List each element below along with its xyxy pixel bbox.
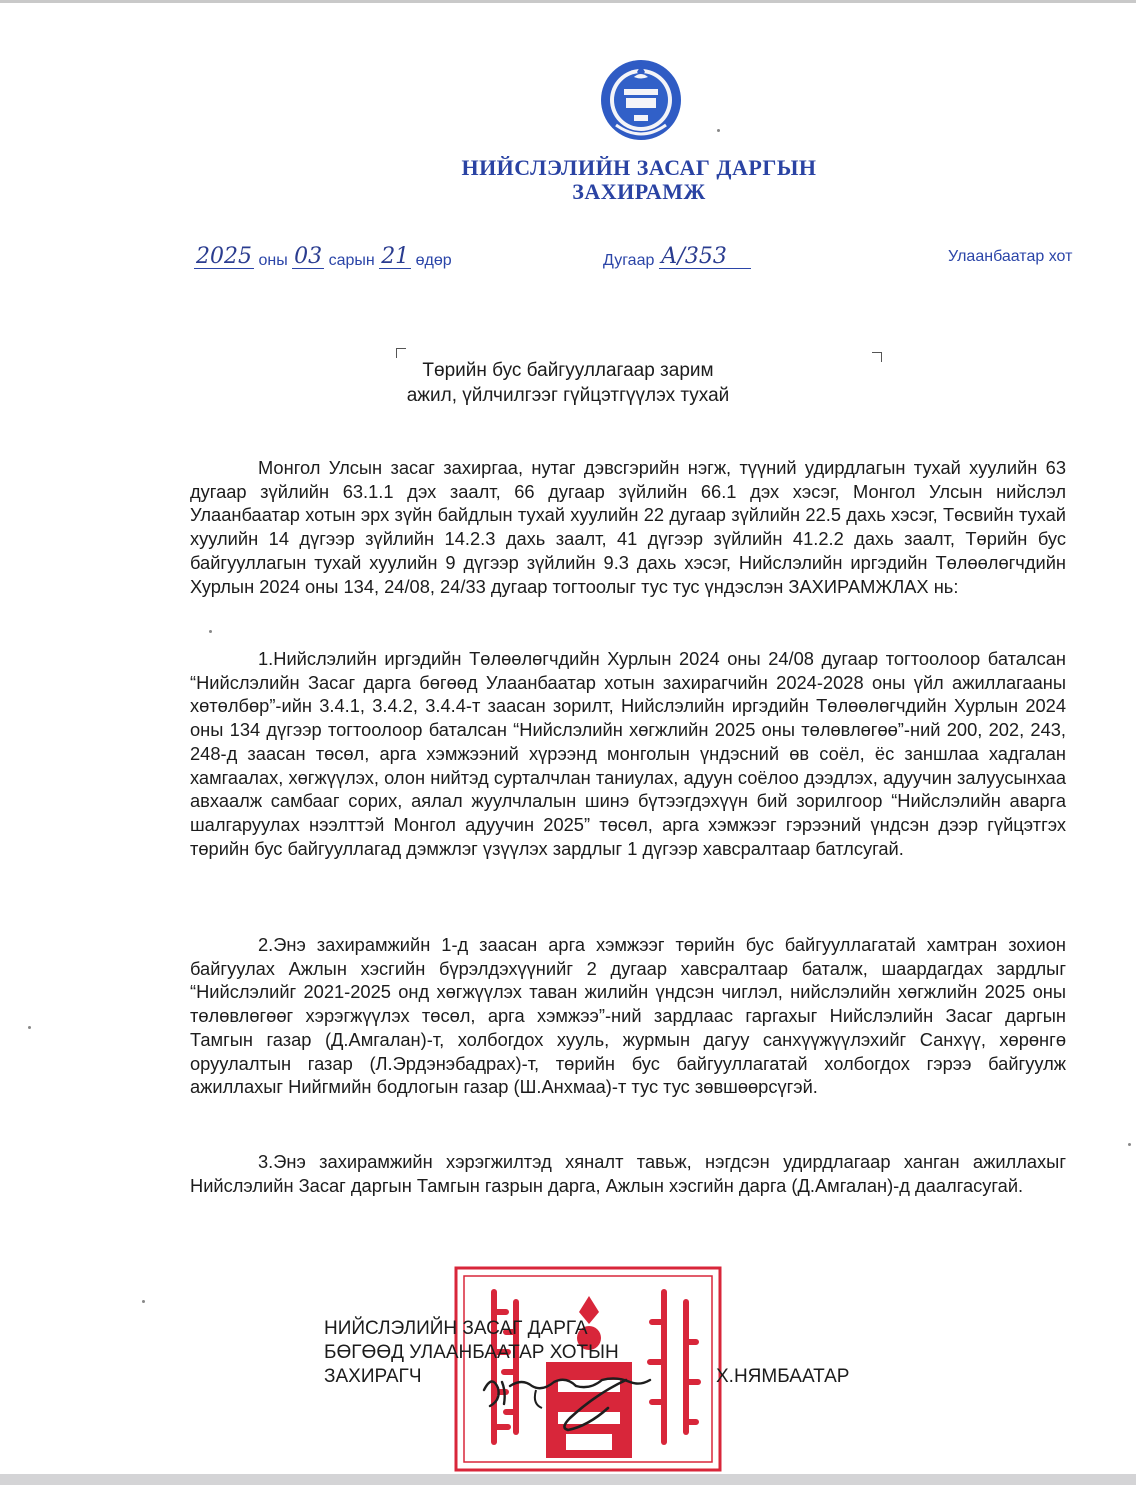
- subject-corner-right: [872, 352, 882, 362]
- number-label: Дугаар: [603, 252, 655, 269]
- document-type: ЗАХИРАМЖ: [572, 179, 706, 204]
- date-day-label: өдөр: [415, 252, 452, 269]
- city-label: Улаанбаатар хот: [948, 248, 1073, 265]
- scan-top-edge: [0, 0, 1136, 3]
- decision-item-3: 3.Энэ захирамжийн хэрэгжилтэд хяналт тавьж, нэгдсэн удирдлагаар ханган ажиллахыг Нийслэлийн Засаг даргын Тамгын газрын дарга, Ажлын хэсгийн дарга (Д.Амгалан)-д даалгасугай.: [190, 1151, 1066, 1196]
- scan-bottom-edge: [0, 1474, 1136, 1485]
- signatory-title-line-3: ЗАХИРАГЧ: [324, 1366, 422, 1387]
- scan-speck: [717, 129, 720, 132]
- document-number: А/353: [659, 246, 751, 269]
- subject-line-2: ажил, үйлчилгээг гүйцэтгүүлэх тухай: [406, 385, 730, 406]
- document-subject: [340, 358, 796, 408]
- scan-speck: [142, 1300, 145, 1303]
- document-header: [400, 156, 878, 204]
- date-month: 03: [294, 244, 323, 269]
- scan-speck: [28, 1026, 31, 1029]
- decision-item-1: 1.Нийслэлийн иргэдийн Төлөөлөгчдийн Хурлын 2024 оны 24/08 дугаар тогтоолоор баталсан “Нийслэлийн Засаг дарга бөгөөд Улаанбаатар хотын захирагчийн 2024-2028 оны үйл ажиллагааны хөтөлбөр”-ийн 3.4.1, 3.4.2, 3.4.4-т заасан зорилт, Нийслэлийн иргэдийн Төлөөлөгчдийн Хурлын 2024 оны 134 дүгээр тогтоолоор баталсан “Нийслэлийн хөгжлийн 2025 оны төлөвлөгөө”-ний 200, 202, 243, 248-д заасан төсөл, арга хэмжээний хүрээнд монголын үндэсний өв соёл, ёс заншлаа хадгалан хамгаалах, хөгжүүлэх, олон нийтэд сурталчлан таниулах, адуун соёлоо дээдлэх, адуучин залуусынхаа авхаалж самбааг сорих, аялал жуулчлалын шинэ бүтээгдэхүүн бий зорилгоор “Нийслэлийн аварга шалгаруулах нээлттэй Монгол адуучин 2025” төсөл, арга хэмжээг гэрээний үндсэн дээр гүйцэтгэх төрийн бус байгууллагад дэмжлэг үзүүлэх зардлыг 1 дүгээр хавсралтаар батлсугай.: [190, 648, 1066, 859]
- handwritten-signature: [476, 1356, 666, 1440]
- preamble-paragraph: Монгол Улсын засаг захиргаа, нутаг дэвсгэрийн нэгж, түүний удирдлагын тухай хуулийн 63 дугаар зүйлийн 63.1.1 дэх заалт, 66 дугаар зүйлийн 66.1 дэх хэсэг, Монгол Улсын нийслэл Улаанбаатар хотын эрх зүйн байдлын тухай хуулийн 22 дугаар зүйлийн 22.5 дахь хэсэг, Төсвийн тухай хуулийн 14 дүгээр зүйлийн 14.2.3 дахь заалт, 41 дүгээр зүйлийн 41.2.2 дахь заалт, Төрийн бус байгууллагын тухай хуулийн 9 дүгээр зүйлийн 9.3 дахь хэсэг, Нийслэлийн иргэдийн Төлөөлөгчдийн Хурлын 2024 оны 134, 24/08, 24/33 дугаар тогтоолыг тус тус үндэслэн ЗАХИРАМЖЛАХ нь:: [190, 457, 1066, 597]
- signatory-title-line-2: БӨГӨӨД УЛААНБААТАР ХОТЫН: [324, 1342, 619, 1363]
- signatory-title-line-1: НИЙСЛЭЛИЙН ЗАСАГ ДАРГА: [324, 1318, 588, 1339]
- date-month-label: сарын: [328, 252, 375, 269]
- scan-speck: [209, 630, 212, 633]
- decision-item-2: 2.Энэ захирамжийн 1-д заасан арга хэмжээг төрийн бус байгууллагатай хамтран зохион байгуулах Ажлын хэсгийн бүрэлдэхүүнийг 2 дугаар хавсралтаар баталж, шаардагдах зардлыг “Нийслэлийг 2021-2025 онд хөгжүүлэх таван жилийн үндсэн чиглэл, нийслэлийн хөгжлийн 2025 оны төлөвлөгөөг хэрэгжүүлэх төсөл, арга хэмжээ”-ний зардлаас гаргахыг Нийслэлийн Засаг даргын Тамгын газар (Д.Амгалан)-т, холбогдох хууль, журмын дагуу санхүүжүүлэхийг Санхүү, хөрөнгө оруулалтын газар (Л.Эрдэнэбадрах)-т, төрийн бус байгууллагатай холбогдох гэрээ байгуулж ажиллахыг Нийгмийн бодлогын газар (Ш.Анхмаа)-т тус тус зөвшөөрсүгэй.: [190, 934, 1066, 1098]
- city-field: [948, 246, 1072, 266]
- subject-corner-left: [396, 348, 406, 358]
- scan-speck: [1128, 1143, 1131, 1146]
- state-emblem-icon: [596, 55, 686, 145]
- signatory-name: Х.НЯМБААТАР: [716, 1366, 850, 1387]
- date-year: 2025: [196, 244, 252, 269]
- date-year-label: оны: [258, 252, 288, 269]
- date-field: [194, 246, 452, 270]
- date-day: 21: [381, 244, 410, 269]
- subject-line-1: Төрийн бус байгууллагаар зарим: [422, 360, 714, 381]
- agency-title: НИЙСЛЭЛИЙН ЗАСАГ ДАРГЫН: [461, 155, 817, 180]
- number-field: [603, 246, 751, 270]
